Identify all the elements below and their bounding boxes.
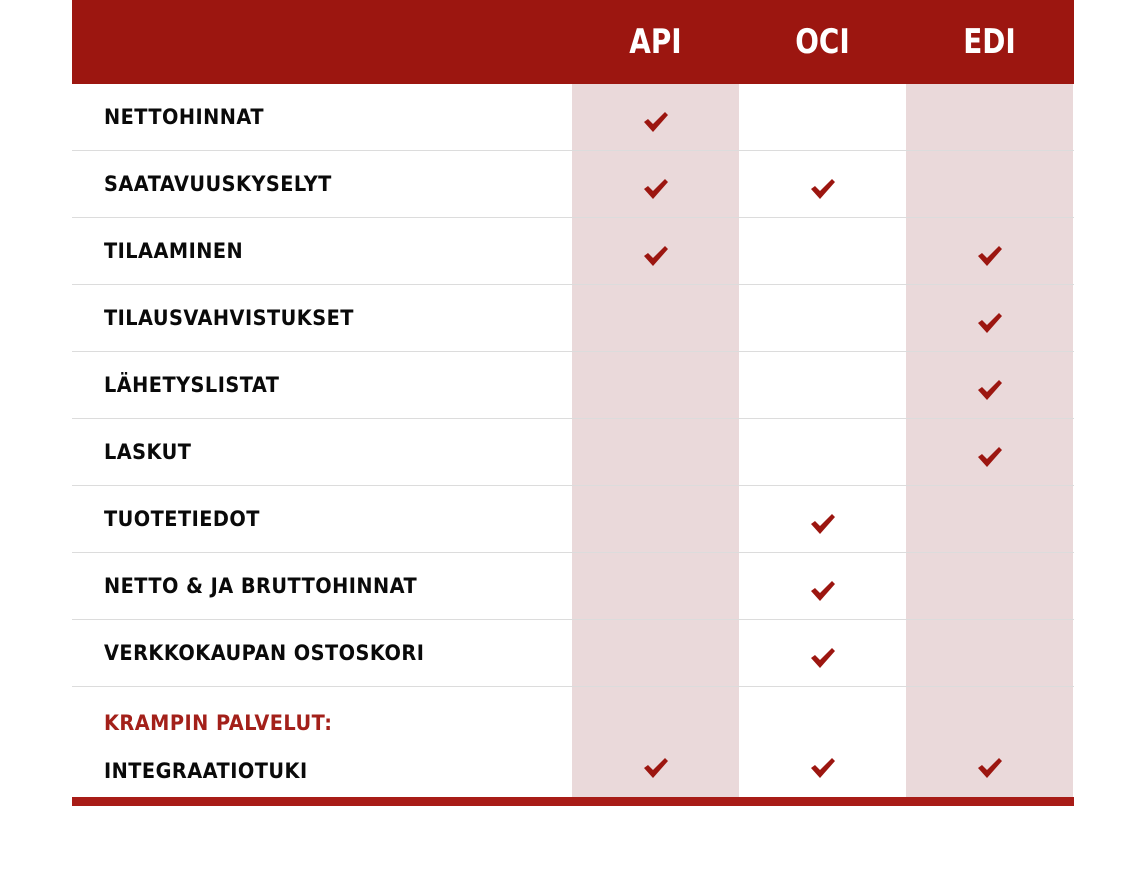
- cell-api: [572, 486, 739, 552]
- cell-api: [572, 553, 739, 619]
- cell-oci: [739, 285, 906, 351]
- table-row: [72, 151, 1074, 218]
- cell-api: [572, 352, 739, 418]
- row-label: LASKUT: [104, 440, 192, 464]
- checkmark-icon: [977, 446, 1003, 468]
- table-row: [72, 218, 1074, 285]
- table-row: [72, 620, 1074, 687]
- table-body: [72, 84, 1074, 797]
- table-row: [72, 553, 1074, 620]
- row-label: LÄHETYSLISTAT: [104, 373, 280, 397]
- cell-api: [572, 687, 739, 797]
- row-label: TILAAMINEN: [104, 239, 244, 263]
- cell-oci: [739, 218, 906, 284]
- services-heading: KRAMPIN PALVELUT:: [104, 711, 333, 735]
- checkmark-icon: [977, 379, 1003, 401]
- row-label: SAATAVUUSKYSELYT: [104, 172, 332, 196]
- cell-api: [572, 84, 739, 150]
- checkmark-icon: [810, 580, 836, 602]
- checkmark-icon: [977, 245, 1003, 267]
- checkmark-icon: [810, 178, 836, 200]
- checkmark-icon: [977, 757, 1003, 779]
- checkmark-icon: [977, 312, 1003, 334]
- cell-edi: [906, 553, 1073, 619]
- cell-api: [572, 419, 739, 485]
- table-row: [72, 486, 1074, 553]
- checkmark-icon: [643, 245, 669, 267]
- cell-edi: [906, 687, 1073, 797]
- cell-api: [572, 620, 739, 686]
- cell-oci: [739, 84, 906, 150]
- column-header-edi: EDI: [963, 22, 1016, 62]
- table-row: [72, 352, 1074, 419]
- cell-edi: [906, 84, 1073, 150]
- cell-oci: [739, 687, 906, 797]
- row-label: INTEGRAATIOTUKI: [104, 759, 308, 783]
- checkmark-icon: [810, 647, 836, 669]
- cell-oci: [739, 352, 906, 418]
- checkmark-icon: [810, 513, 836, 535]
- row-label: VERKKOKAUPAN OSTOSKORI: [104, 641, 425, 665]
- comparison-table: [72, 0, 1074, 806]
- row-label: NETTOHINNAT: [104, 105, 264, 129]
- checkmark-icon: [643, 757, 669, 779]
- row-label: TUOTETIEDOT: [104, 507, 260, 531]
- cell-edi: [906, 486, 1073, 552]
- column-header-oci: OCI: [795, 22, 850, 62]
- table-footer-bar: [72, 797, 1074, 806]
- services-row: [72, 687, 1074, 797]
- cell-edi: [906, 352, 1073, 418]
- cell-api: [572, 218, 739, 284]
- checkmark-icon: [643, 178, 669, 200]
- cell-edi: [906, 620, 1073, 686]
- cell-oci: [739, 151, 906, 217]
- cell-edi: [906, 285, 1073, 351]
- cell-api: [572, 151, 739, 217]
- cell-edi: [906, 218, 1073, 284]
- column-header-api: API: [629, 22, 682, 62]
- table-row: [72, 285, 1074, 352]
- cell-oci: [739, 553, 906, 619]
- table-row: [72, 419, 1074, 486]
- checkmark-icon: [643, 111, 669, 133]
- table-row: [72, 84, 1074, 151]
- cell-edi: [906, 419, 1073, 485]
- cell-oci: [739, 620, 906, 686]
- row-label: TILAUSVAHVISTUKSET: [104, 306, 354, 330]
- checkmark-icon: [810, 757, 836, 779]
- cell-edi: [906, 151, 1073, 217]
- table-header: [72, 0, 1074, 84]
- cell-api: [572, 285, 739, 351]
- cell-oci: [739, 419, 906, 485]
- row-label: NETTO & JA BRUTTOHINNAT: [104, 574, 418, 598]
- cell-oci: [739, 486, 906, 552]
